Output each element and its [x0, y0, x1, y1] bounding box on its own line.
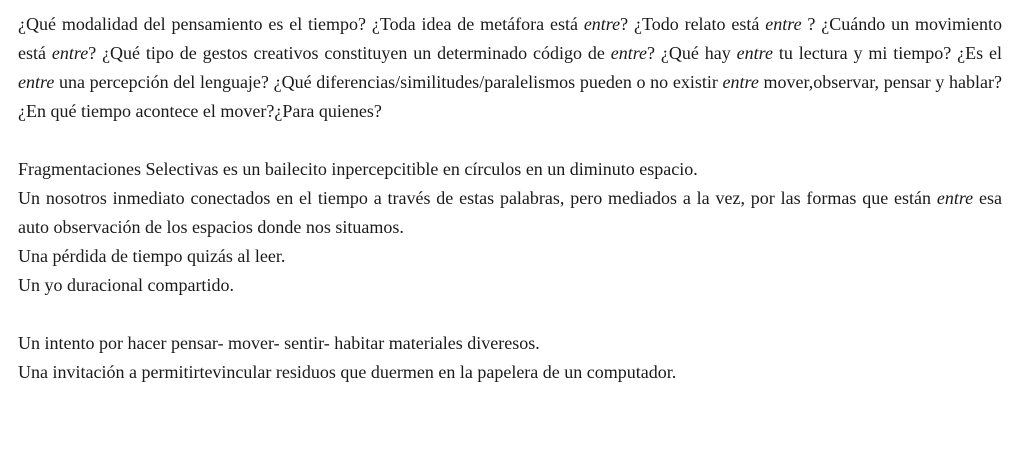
- description-line-3: Una pérdida de tiempo quizás al leer.: [18, 246, 286, 266]
- emphasis-entre: entre: [936, 188, 974, 208]
- text-segment: tu lectura y mi tiempo? ¿Es el: [772, 43, 1003, 63]
- emphasis-entre: entre: [765, 14, 802, 34]
- text-segment: mover,observar, pensar y hablar? ¿En qué tiempo acontece el mover?¿Para quienes?: [18, 72, 1002, 121]
- text-segment: ? ¿Qué hay: [647, 43, 737, 63]
- invitation-line-2: Una invitación a permitirtevincular residuos que duermen en la papelera de un computador.: [18, 362, 677, 382]
- emphasis-entre: entre: [610, 43, 648, 63]
- emphasis-entre: entre: [736, 43, 773, 63]
- document-body: [18, 10, 1002, 387]
- emphasis-entre: entre: [18, 72, 55, 92]
- text-segment: Un nosotros inmediato conectados en el tiempo a través de estas palabras, pero mediados a la vez, por las formas que están: [18, 188, 937, 208]
- emphasis-entre: entre: [583, 14, 621, 34]
- text-segment: una percepción del lenguaje? ¿Qué diferencias/similitudes/paralelismos pueden o no existir: [54, 72, 723, 92]
- emphasis-entre: entre: [722, 72, 759, 92]
- description-line-2: [18, 184, 1002, 242]
- emphasis-entre: entre: [51, 43, 89, 63]
- invitation-paragraph: [18, 329, 1002, 387]
- description-line-4: Un yo duracional compartido.: [18, 275, 234, 295]
- text-segment: esa auto observación de los espacios donde nos situamos.: [18, 188, 1002, 237]
- description-line-1: Fragmentaciones Selectivas es un bailecito inpercepcitible en círculos en un diminuto espacio.: [18, 159, 698, 179]
- questions-paragraph: [18, 10, 1002, 126]
- invitation-line-1: Un intento por hacer pensar- mover- sentir- habitar materiales diveresos.: [18, 333, 540, 353]
- text-segment: ? ¿Cuándo un movimiento está: [18, 14, 1002, 63]
- text-segment: ? ¿Todo relato está: [620, 14, 766, 34]
- text-segment: ? ¿Qué tipo de gestos creativos constituyen un determinado código de: [88, 43, 611, 63]
- text-segment: ¿Qué modalidad del pensamiento es el tiempo? ¿Toda idea de metáfora está: [18, 14, 584, 34]
- description-paragraph: [18, 155, 1002, 300]
